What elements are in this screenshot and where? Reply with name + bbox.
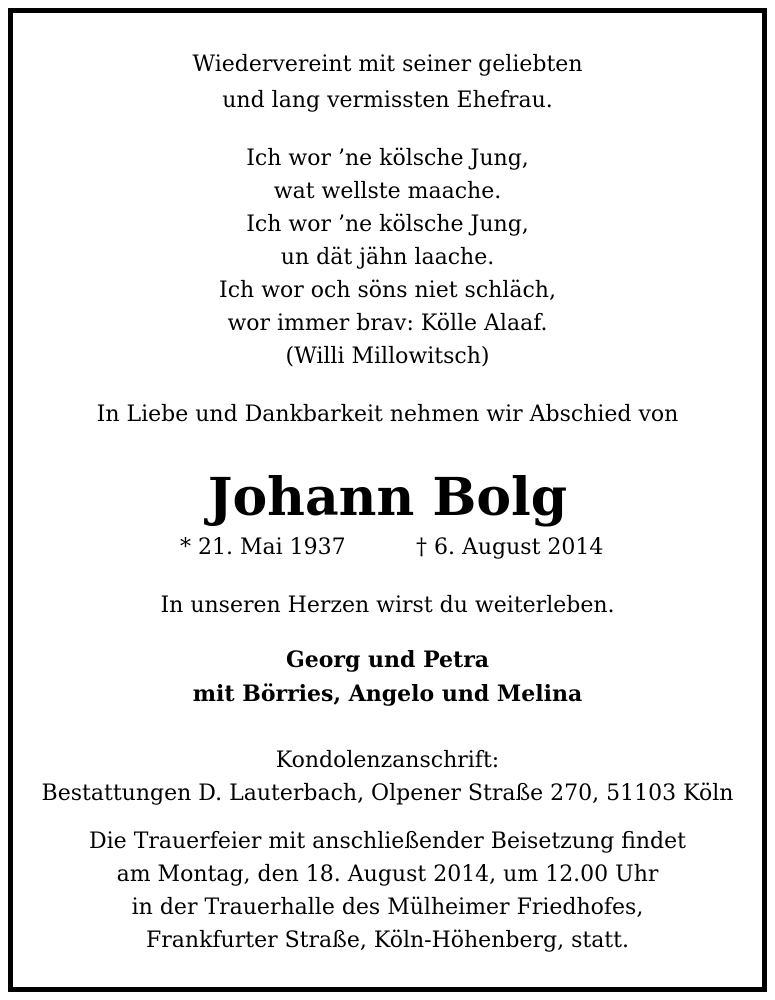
deceased-name: Johann Bolg bbox=[207, 467, 568, 528]
birth-date: * 21. Mai 1937 bbox=[180, 535, 346, 560]
poem-line: Ich wor ’ne kölsche Jung, bbox=[246, 212, 529, 237]
poem-line: Ich wor och söns niet schläch, bbox=[219, 278, 556, 303]
ceremony-line: am Montag, den 18. August 2014, um 12.00 Uhr bbox=[116, 862, 659, 887]
mourners-line: Georg und Petra bbox=[285, 647, 490, 673]
farewell-intro: In Liebe und Dankbarkeit nehmen wir Abschied von bbox=[96, 402, 679, 427]
epigraph-line: und lang vermissten Ehefrau. bbox=[222, 88, 553, 113]
poem-line: Ich wor ’ne kölsche Jung, bbox=[246, 146, 529, 171]
condolence-label: Kondolenzanschrift: bbox=[275, 748, 500, 773]
poem-attribution: (Willi Millowitsch) bbox=[285, 344, 490, 369]
ceremony-line: in der Trauerhalle des Mülheimer Friedhofes, bbox=[131, 895, 644, 920]
death-date: † 6. August 2014 bbox=[416, 535, 604, 560]
ceremony-line: Die Trauerfeier mit anschließender Beisetzung findet bbox=[89, 829, 686, 854]
poem-line: un dät jähn laache. bbox=[280, 245, 495, 270]
farewell-line: In unseren Herzen wirst du weiterleben. bbox=[160, 593, 615, 618]
mourners-line: mit Börries, Angelo und Melina bbox=[192, 681, 583, 707]
poem-line: wat wellste maache. bbox=[273, 179, 502, 204]
ceremony-line: Frankfurter Straße, Köln-Höhenberg, statt. bbox=[146, 928, 629, 953]
condolence-address: Bestattungen D. Lauterbach, Olpener Straße 270, 51103 Köln bbox=[41, 781, 734, 806]
poem-line: wor immer brav: Kölle Alaaf. bbox=[227, 311, 548, 336]
obituary-notice bbox=[8, 8, 767, 992]
epigraph-line: Wiedervereint mit seiner geliebten bbox=[192, 52, 583, 77]
